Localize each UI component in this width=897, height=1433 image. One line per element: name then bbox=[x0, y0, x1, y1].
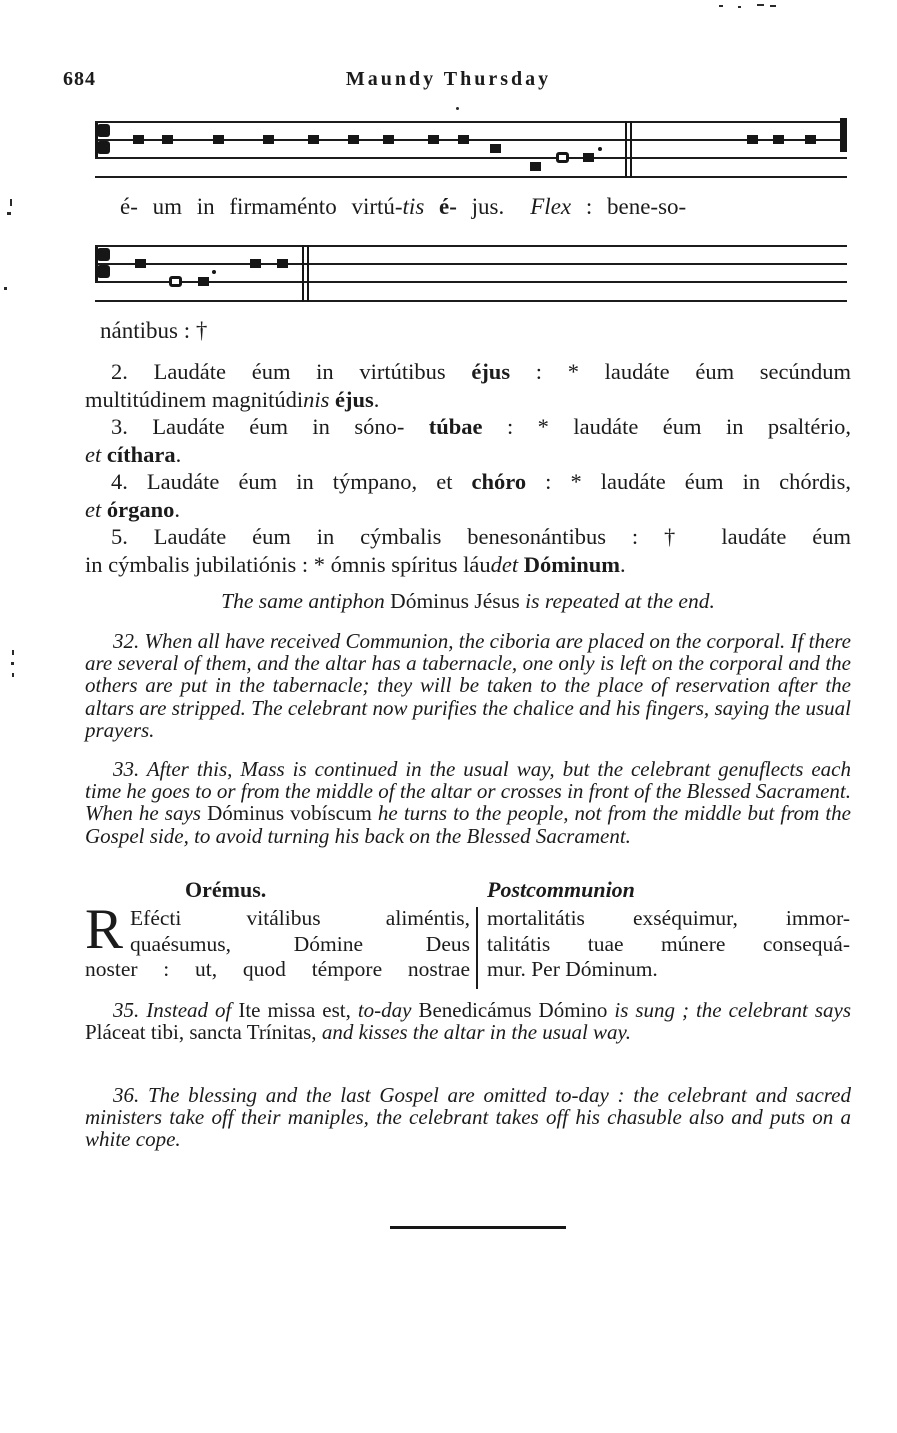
text-segment: tis bbox=[402, 194, 425, 219]
prayer-left-column bbox=[85, 898, 470, 983]
text-segment: is repeated at the end. bbox=[519, 589, 715, 613]
final-barline bbox=[840, 118, 847, 152]
chant-note bbox=[458, 135, 469, 144]
prayer-line: quaésumus, Dómine Deus bbox=[130, 931, 470, 956]
text-segment: 32. When all have received Communion, the ciboria are placed on the corporal. If there are several of them, and the altar has a tabernacle, one only is left on the corporal and the others are put in the tabernacle; they will be taken to the place of reservation after the altars are stripped. The celebrant now purifies the chalice and his fingers, saying the usual prayers. bbox=[85, 629, 851, 742]
text-segment: is sung ; the celebrant says bbox=[607, 998, 852, 1022]
running-title: Maundy Thursday bbox=[345, 68, 552, 90]
scan-artifact bbox=[10, 199, 12, 206]
chant-note bbox=[135, 259, 146, 268]
antiphon-rubric bbox=[85, 589, 851, 614]
chant-hollow-note bbox=[556, 152, 569, 163]
text-segment: 33. After this, Mass is continued in the usual way, but the celebrant genuflects each time he goes to or from the middle of the altar or crosses in front of the Blessed Sacrament. When he says bbox=[85, 757, 851, 826]
oremus-heading: Orémus. bbox=[185, 877, 267, 902]
scan-artifact bbox=[456, 107, 459, 110]
text-segment: jus. bbox=[456, 194, 505, 219]
chant-note bbox=[428, 135, 439, 144]
rubric-paragraph-36 bbox=[85, 1084, 851, 1151]
psalm-verse-line bbox=[85, 358, 851, 386]
text-segment: 36. The blessing and the last Gospel are omitted to-day : the celebrant and sacred ministers take off their maniples, the celebrant takes off his chasuble also and puts on a white cope. bbox=[85, 1083, 851, 1152]
section-end-rule bbox=[390, 1226, 566, 1229]
text-segment: and kisses the altar in the usual way. bbox=[316, 1020, 631, 1045]
page-number: 684 bbox=[63, 68, 96, 90]
psalm-verse-line bbox=[85, 413, 851, 441]
staff-line bbox=[95, 157, 847, 159]
scan-artifact bbox=[12, 673, 14, 677]
scan-artifact bbox=[7, 212, 11, 215]
chant-note bbox=[490, 144, 501, 153]
text-segment: é- um in firmaménto virtú- bbox=[120, 194, 403, 219]
staff-line bbox=[95, 263, 847, 265]
text-segment: . bbox=[175, 441, 182, 467]
text-segment: 35. Instead of bbox=[113, 998, 239, 1022]
staff-line bbox=[95, 245, 847, 247]
chant-hollow-note bbox=[169, 276, 182, 287]
text-segment: é- bbox=[439, 194, 457, 219]
scan-artifact bbox=[770, 5, 776, 7]
psalm-verses bbox=[85, 358, 851, 578]
prayer-right-column bbox=[487, 906, 850, 983]
psalm-verse-line bbox=[85, 496, 851, 524]
double-barline bbox=[625, 121, 632, 178]
chant-staff-2 bbox=[95, 245, 847, 302]
text-segment: Benedicámus Dómino bbox=[418, 998, 608, 1022]
text-segment: Dóminus vobíscum bbox=[207, 801, 372, 826]
text-segment bbox=[424, 194, 439, 219]
chant-note bbox=[263, 135, 274, 144]
staff-line bbox=[95, 139, 847, 141]
text-segment: Flex bbox=[530, 194, 572, 219]
text-segment: : * laudáte éum in chórdis, bbox=[526, 469, 851, 494]
scan-artifact bbox=[719, 5, 723, 7]
drop-cap: R bbox=[85, 898, 124, 961]
scan-artifact bbox=[11, 662, 14, 665]
text-segment: Dóminum bbox=[523, 551, 621, 577]
chant-note bbox=[250, 259, 261, 268]
prayer-line: Efécti vitálibus aliméntis, bbox=[130, 906, 470, 930]
text-segment: det bbox=[490, 551, 519, 577]
chant-note bbox=[747, 135, 758, 144]
prayer-line: mur. Per Dóminum. bbox=[487, 957, 658, 981]
text-segment: he turns to the people, not from the middle but from the Gospel side, to avoid turning his back on the Blessed Sacrament. bbox=[85, 801, 851, 848]
chant-note bbox=[198, 277, 209, 286]
text-segment: to-day bbox=[350, 998, 419, 1022]
text-segment: órgano bbox=[106, 496, 175, 522]
column-divider bbox=[476, 907, 478, 989]
chant-note bbox=[213, 135, 224, 144]
psalm-verse-line bbox=[85, 551, 851, 579]
rubric-paragraph-35 bbox=[85, 999, 851, 1043]
chant-lyrics-line-1 bbox=[120, 194, 860, 220]
rubric-paragraph-33 bbox=[85, 758, 851, 847]
chant-note bbox=[348, 135, 359, 144]
psalm-verse-line bbox=[85, 523, 851, 551]
text-segment: 5. Laudáte éum in cýmbalis benesonántibus : † laudáte éum bbox=[111, 524, 851, 549]
text-segment: Pláceat tibi, sancta Trínitas, bbox=[85, 1020, 317, 1045]
text-segment: : * laudáte éum secúndum bbox=[510, 359, 852, 384]
text-segment: 2. Laudáte éum in virtútibus bbox=[111, 359, 472, 384]
scan-artifact bbox=[4, 287, 7, 290]
staff-line bbox=[95, 121, 847, 123]
text-segment: éjus bbox=[471, 359, 511, 384]
text-segment: : bene-so- bbox=[571, 194, 687, 219]
scan-artifact bbox=[12, 650, 14, 655]
text-segment: éjus bbox=[335, 386, 374, 412]
text-segment: . bbox=[174, 496, 180, 522]
chant-lyrics-line-2: nántibus : † bbox=[100, 318, 208, 343]
text-segment: Ite missa est, bbox=[238, 998, 351, 1022]
psalm-verse-line bbox=[85, 386, 851, 414]
do-clef bbox=[95, 247, 113, 281]
staff-line bbox=[95, 300, 847, 302]
text-segment: chóro bbox=[471, 469, 527, 494]
rubric-paragraph-32 bbox=[85, 630, 851, 741]
text-segment: The same antiphon bbox=[221, 589, 391, 613]
chant-note bbox=[133, 135, 144, 144]
text-segment: túbae bbox=[428, 414, 483, 439]
chant-note bbox=[583, 153, 594, 162]
psalm-verse-line bbox=[85, 468, 851, 496]
text-segment: 4. Laudáte éum in týmpano, et bbox=[111, 469, 472, 494]
text-segment: : * laudáte éum in psaltério, bbox=[482, 414, 851, 439]
prayer-line: noster : ut, quod témpore nostrae bbox=[85, 957, 470, 981]
text-segment: . bbox=[373, 386, 380, 412]
text-segment: et bbox=[85, 496, 102, 522]
chant-dot bbox=[212, 270, 216, 274]
scan-artifact bbox=[738, 6, 741, 8]
double-barline bbox=[302, 245, 309, 302]
text-segment: cíthara bbox=[106, 441, 176, 467]
chant-note bbox=[277, 259, 288, 268]
chant-note bbox=[383, 135, 394, 144]
psalm-verse-line bbox=[85, 441, 851, 469]
text-segment: . bbox=[620, 551, 626, 577]
prayer-line: mortalitátis exséquimur, immor- bbox=[487, 906, 850, 930]
staff-line bbox=[95, 176, 847, 178]
chant-note bbox=[805, 135, 816, 144]
chant-dot bbox=[598, 147, 602, 151]
chant-note bbox=[308, 135, 319, 144]
do-clef bbox=[95, 123, 113, 157]
prayer-line: talitátis tuae múnere consequá- bbox=[487, 931, 850, 956]
text-segment: 3. Laudáte éum in sóno- bbox=[111, 414, 429, 439]
chant-note bbox=[162, 135, 173, 144]
chant-note bbox=[773, 135, 784, 144]
scan-artifact bbox=[757, 4, 764, 6]
text-segment: et bbox=[85, 441, 102, 467]
text-segment: in cýmbalis jubilatiónis : * ómnis spíritus láu bbox=[85, 551, 491, 577]
chant-note bbox=[530, 162, 541, 171]
text-segment: Dóminus Jésus bbox=[390, 589, 520, 613]
text-segment: multitúdinem magnitúdi bbox=[85, 386, 304, 412]
text-segment: nis bbox=[303, 386, 330, 412]
chant-staff-1 bbox=[95, 121, 847, 178]
postcommunion-heading: Postcommunion bbox=[487, 877, 635, 902]
